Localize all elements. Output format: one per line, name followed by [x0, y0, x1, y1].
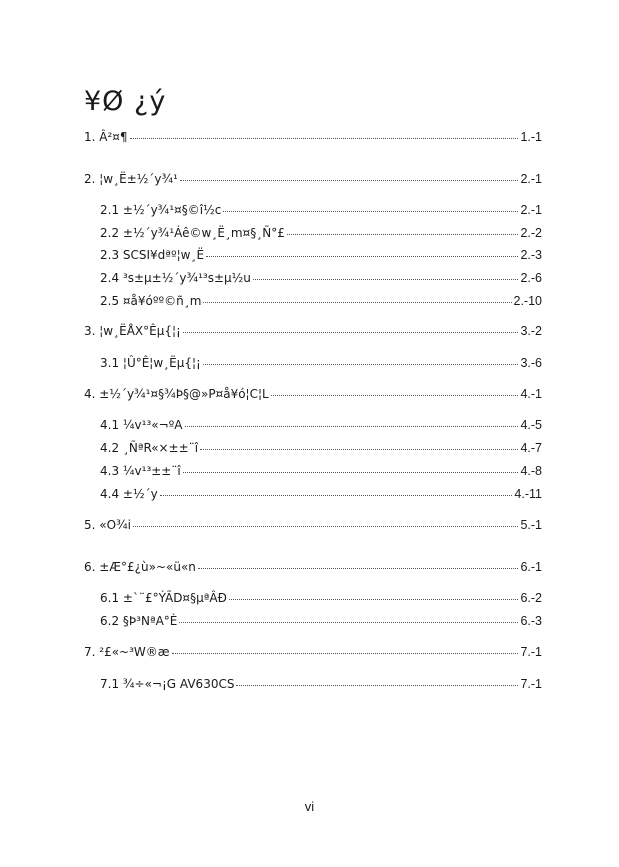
toc-entry-label: 4. ±½´y¾¹¤§¾Þ§@»P¤å¥ó¦C¦L: [84, 387, 269, 401]
toc-entry-page: 4.-5: [520, 418, 542, 432]
dot-leader: [133, 526, 518, 527]
dot-leader: [172, 653, 519, 654]
toc-entry-page: 3.-2: [520, 324, 542, 338]
toc-entry-label: 2.2 ±½´y¾¹Áê©w¸Ë¸m¤§¸Ñ°£: [100, 226, 285, 240]
toc-entry: [100, 591, 542, 605]
toc-entry-page: 2.-6: [520, 271, 542, 285]
dot-leader: [223, 211, 518, 212]
toc-entry-label: 2.5 ¤å¥óºº©ñ¸m: [100, 294, 202, 308]
dot-leader: [206, 256, 518, 257]
toc-entry: [100, 464, 542, 478]
toc-entry-page: 4.-1: [520, 387, 542, 401]
dot-leader: [179, 622, 518, 623]
toc-entry-page: 2.-3: [520, 248, 542, 262]
toc-entry-page: 5.-1: [520, 518, 542, 532]
toc-entry-label: 4.1 ¼v¹³«¬ºA: [100, 418, 183, 432]
toc-entry: [100, 487, 542, 501]
dot-leader: [229, 599, 519, 600]
toc-entry: [100, 418, 542, 432]
toc-entry-page: 6.-3: [520, 614, 542, 628]
toc-entry-label: 3.1 ¦Û°Ê¦w¸Ëµ{¦¡: [100, 356, 201, 370]
toc-entry: [84, 645, 542, 659]
toc-entry: [84, 560, 542, 574]
dot-leader: [198, 568, 519, 569]
dot-leader: [287, 234, 519, 235]
toc-entry: [84, 387, 542, 401]
toc-entry-label: 4.3 ¼v¹³±±¨î: [100, 464, 181, 478]
toc-entry-label: 3. ¦w¸ËÅX°Êµ{¦¡: [84, 324, 181, 338]
toc-entry-page: 2.-1: [520, 172, 542, 186]
toc-entry: [100, 248, 542, 262]
toc-entry-label: 5. «O¾i: [84, 518, 132, 532]
toc-entry: [100, 677, 542, 691]
toc-entry-page: 7.-1: [520, 677, 542, 691]
dot-leader: [271, 395, 519, 396]
page-number: vi: [304, 799, 315, 814]
dot-leader: [180, 180, 519, 181]
toc-entry: [100, 203, 542, 217]
dot-leader: [203, 302, 511, 303]
dot-leader: [183, 332, 519, 333]
toc-entry: [100, 271, 542, 285]
toc-entry-page: 1.-1: [520, 130, 542, 144]
toc-entry-label: 6.2 §Þ³NªA°È: [100, 614, 178, 628]
dot-leader: [200, 449, 518, 450]
toc-entry-label: 7.1 ¾÷«¬¡G AV630CS: [100, 677, 235, 691]
toc-entry-page: 6.-2: [520, 591, 542, 605]
dot-leader: [236, 685, 518, 686]
toc-entry: [84, 518, 542, 532]
toc-entry: [100, 356, 542, 370]
toc-entry: [100, 294, 542, 308]
toc-entry-page: 4.-7: [520, 441, 542, 455]
toc-entry-label: 4.4 ±½´y: [100, 487, 158, 501]
toc-entry: [100, 614, 542, 628]
toc-entry-label: 7. ²£«~³W®æ: [84, 645, 170, 659]
toc-entry-page: 2.-1: [520, 203, 542, 217]
toc-entry-page: 3.-6: [520, 356, 542, 370]
toc-entry-label: 4.2 ¸ÑªR«×±±¨î: [100, 441, 199, 455]
toc-entry: [100, 226, 542, 240]
dot-leader: [160, 495, 513, 496]
dot-leader: [130, 138, 519, 139]
toc-entry-page: 4.-11: [514, 487, 542, 501]
toc-entry: [84, 172, 542, 186]
toc-entry-label: 6.1 ±`¨£°ÝÃD¤§µªÂÐ: [100, 591, 227, 605]
toc-entry-page: 7.-1: [520, 645, 542, 659]
toc-entry-page: 4.-8: [520, 464, 542, 478]
toc-entry-label: 1. Â²¤¶: [84, 130, 128, 144]
dot-leader: [253, 279, 519, 280]
toc-entry-label: 2.1 ±½´y¾¹¤§©î½c: [100, 203, 222, 217]
toc-entry-label: 2. ¦w¸Ë±½´y¾¹: [84, 172, 178, 186]
dot-leader: [185, 426, 519, 427]
toc-entry-page: 2.-10: [513, 294, 542, 308]
dot-leader: [203, 364, 519, 365]
dot-leader: [183, 472, 519, 473]
toc-entry: [84, 324, 542, 338]
page-title: ¥Ø ¿ý: [84, 86, 167, 117]
toc-entry-label: 2.3 SCSI¥dªº¦w¸Ë: [100, 248, 205, 262]
toc-entry-page: 2.-2: [520, 226, 542, 240]
toc-entry: [100, 441, 542, 455]
toc-entry-label: 2.4 ³s±µ±½´y¾¹³s±µ½u: [100, 271, 251, 285]
toc-entry-page: 6.-1: [520, 560, 542, 574]
toc-entry: [84, 130, 542, 144]
toc-entry-label: 6. ±Æ°£¿ù»~«ü«n: [84, 560, 196, 574]
